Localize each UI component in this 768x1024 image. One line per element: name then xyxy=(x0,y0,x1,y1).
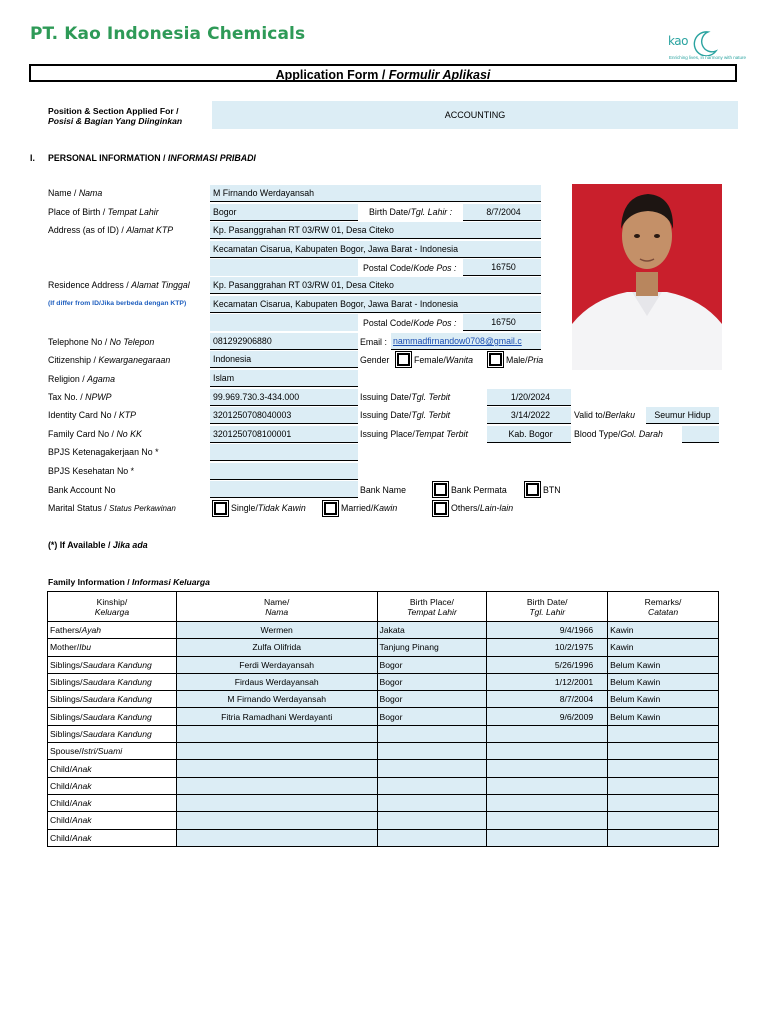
marital-married-checkbox[interactable] xyxy=(322,500,339,517)
issuing-place-field[interactable]: Kab. Bogor xyxy=(487,426,571,443)
kinship-cell: Spouse/Istri/Suami xyxy=(48,743,177,760)
issuing-place-label: Issuing Place/Tempat Terbit xyxy=(360,429,468,439)
birth-place-cell[interactable]: Bogor xyxy=(377,656,487,673)
pob-field[interactable]: Bogor xyxy=(210,204,358,221)
email-field[interactable] xyxy=(391,333,541,350)
table-row xyxy=(48,708,719,725)
ktp-issued-field[interactable]: 3/14/2022 xyxy=(487,407,571,424)
remarks-cell[interactable] xyxy=(608,760,719,777)
logo-tagline: Enriching lives, in harmony with nature xyxy=(668,55,746,60)
bpjs-tk-label: BPJS Ketenagakerjaan No * xyxy=(48,447,159,457)
remarks-cell[interactable] xyxy=(608,794,719,811)
remarks-cell[interactable]: Belum Kawin xyxy=(608,656,719,673)
postal-field[interactable]: 16750 xyxy=(463,259,541,276)
birth-date-cell[interactable] xyxy=(487,777,608,794)
ktp-issued-label: Issuing Date/Tgl. Terbit xyxy=(360,410,451,420)
birth-place-cell[interactable] xyxy=(377,794,487,811)
birth-date-cell[interactable] xyxy=(487,812,608,829)
kinship-cell: Child/Anak xyxy=(48,829,177,846)
phone-label: Telephone No / No Telepon xyxy=(48,337,155,347)
table-row xyxy=(48,673,719,690)
header-kinship: Kinship/ Keluarga xyxy=(48,592,177,622)
ktp-field[interactable]: 3201250708040003 xyxy=(210,407,358,424)
table-row xyxy=(48,622,719,639)
form-title: Application Form / Formulir Aplikasi xyxy=(29,64,737,82)
tax-label: Tax No. / NPWP xyxy=(48,392,112,402)
birth-date-cell[interactable] xyxy=(487,794,608,811)
birth-date-cell[interactable]: 1/12/2001 xyxy=(487,673,608,690)
name-cell[interactable]: M Firnando Werdayansah xyxy=(176,691,377,708)
valid-field[interactable]: Seumur Hidup xyxy=(646,407,719,424)
kinship-cell: Siblings/Saudara Kandung xyxy=(48,673,177,690)
kao-logo xyxy=(660,26,746,64)
citizenship-label: Citizenship / Kewarganegaraan xyxy=(48,355,171,365)
address-label: Address (as of ID) / Alamat KTP xyxy=(48,225,174,235)
birth-place-cell[interactable] xyxy=(377,725,487,742)
residence-label: Residence Address / Alamat Tinggal xyxy=(48,280,190,290)
kk-label: Family Card No / No KK xyxy=(48,429,142,439)
birth-place-cell[interactable] xyxy=(377,760,487,777)
birth-place-cell[interactable]: Tanjung Pinang xyxy=(377,639,487,656)
religion-field[interactable]: Islam xyxy=(210,370,358,387)
birth-date-cell[interactable]: 9/6/2009 xyxy=(487,708,608,725)
family-table xyxy=(47,591,719,847)
kinship-cell: Child/Anak xyxy=(48,812,177,829)
table-row xyxy=(48,794,719,811)
blood-label: Blood Type/Gol. Darah xyxy=(574,429,663,439)
bank-account-field[interactable] xyxy=(210,481,358,498)
position-label: Position & Section Applied For / Posisi & Bagian Yang Diinginkan xyxy=(48,106,183,126)
family-header-row xyxy=(48,592,719,622)
pob-label: Place of Birth / Tempat Lahir xyxy=(48,207,159,217)
remarks-cell[interactable] xyxy=(608,743,719,760)
birth-place-cell[interactable] xyxy=(377,829,487,846)
name-cell[interactable]: Firdaus Werdayansah xyxy=(176,673,377,690)
bpjs-kes-field[interactable] xyxy=(210,463,358,480)
name-cell[interactable]: Ferdi Werdayansah xyxy=(176,656,377,673)
tax-issued-label: Issuing Date/Tgl. Terbit xyxy=(360,392,451,402)
marital-single-checkbox[interactable] xyxy=(212,500,229,517)
header-birth-place: Birth Place/ Tempat Lahir xyxy=(377,592,487,622)
kinship-cell: Siblings/Saudara Kandung xyxy=(48,691,177,708)
family-title: Family Information / Informasi Keluarga xyxy=(48,577,210,587)
bank-permata-checkbox[interactable] xyxy=(432,481,449,498)
address-spacer xyxy=(210,259,358,276)
name-cell[interactable]: Wermen xyxy=(176,622,377,639)
citizenship-field[interactable]: Indonesia xyxy=(210,351,358,368)
header-birth-date: Birth Date/ Tgl. Lahir xyxy=(487,592,608,622)
section-title: PERSONAL INFORMATION / INFORMASI PRIBADI xyxy=(48,153,256,163)
bpjs-tk-field[interactable] xyxy=(210,444,358,461)
remarks-cell[interactable]: Belum Kawin xyxy=(608,708,719,725)
table-row xyxy=(48,656,719,673)
table-row xyxy=(48,777,719,794)
position-value[interactable]: ACCOUNTING xyxy=(212,101,738,129)
birth-date-cell[interactable]: 5/26/1996 xyxy=(487,656,608,673)
bank-name-label: Bank Name xyxy=(360,485,406,495)
ktp-label: Identity Card No / KTP xyxy=(48,410,137,420)
remarks-cell[interactable]: Belum Kawin xyxy=(608,691,719,708)
logo-wordmark: kao xyxy=(668,34,688,48)
birth-place-cell[interactable] xyxy=(377,743,487,760)
name-cell[interactable] xyxy=(176,777,377,794)
birth-place-cell[interactable]: Bogor xyxy=(377,708,487,725)
dob-field[interactable]: 8/7/2004 xyxy=(463,204,541,221)
name-cell[interactable] xyxy=(176,743,377,760)
name-label: Name / Nama xyxy=(48,188,103,198)
marital-married-label: Married/Kawin xyxy=(341,503,398,513)
residence-postal-label: Postal Code/Kode Pos : xyxy=(363,318,457,328)
name-cell[interactable] xyxy=(176,794,377,811)
name-cell[interactable]: Fitria Ramadhani Werdayanti xyxy=(176,708,377,725)
tax-field[interactable]: 99.969.730.3-434.000 xyxy=(210,389,358,406)
address-line2-field[interactable]: Kecamatan Cisarua, Kabupaten Bogor, Jawa Barat - Indonesia xyxy=(210,241,541,258)
remarks-cell[interactable] xyxy=(608,829,719,846)
kinship-cell: Siblings/Saudara Kandung xyxy=(48,656,177,673)
remarks-cell[interactable]: Kawin xyxy=(608,622,719,639)
residence-line2-field[interactable]: Kecamatan Cisarua, Kabupaten Bogor, Jawa Barat - Indonesia xyxy=(210,296,541,313)
marital-others-label: Others/Lain-lain xyxy=(451,503,514,513)
blood-field[interactable] xyxy=(682,426,719,443)
birth-date-cell[interactable] xyxy=(487,829,608,846)
footnote: (*) If Available / Jika ada xyxy=(48,540,148,550)
section-number: I. xyxy=(30,153,35,163)
marital-single-label: Single/Tidak Kawin xyxy=(231,503,306,513)
table-row xyxy=(48,829,719,846)
remarks-cell[interactable]: Belum Kawin xyxy=(608,673,719,690)
birth-place-cell[interactable] xyxy=(377,777,487,794)
table-row xyxy=(48,639,719,656)
bank-permata-label: Bank Permata xyxy=(451,485,507,495)
religion-label: Religion / Agama xyxy=(48,374,115,384)
residence-spacer xyxy=(210,314,358,331)
birth-date-cell[interactable] xyxy=(487,743,608,760)
kk-field[interactable]: 3201250708100001 xyxy=(210,426,358,443)
name-cell[interactable] xyxy=(176,829,377,846)
name-cell[interactable] xyxy=(176,725,377,742)
phone-field[interactable]: 081292906880 xyxy=(210,333,358,350)
remarks-cell[interactable]: Kawin xyxy=(608,639,719,656)
kinship-cell: Fathers/Ayah xyxy=(48,622,177,639)
birth-date-cell[interactable]: 10/2/1975 xyxy=(487,639,608,656)
birth-date-cell[interactable] xyxy=(487,760,608,777)
birth-place-cell[interactable]: Bogor xyxy=(377,691,487,708)
name-field[interactable]: M Firnando Werdayansah xyxy=(210,185,541,202)
valid-label: Valid to/Berlaku xyxy=(574,410,635,420)
residence-note: (If differ from ID/Jika berbeda dengan KTP) xyxy=(48,300,187,307)
name-cell[interactable]: Zulfa Olifrida xyxy=(176,639,377,656)
name-cell[interactable] xyxy=(176,760,377,777)
gender-label: Gender xyxy=(360,355,390,365)
kinship-cell: Siblings/Saudara Kandung xyxy=(48,708,177,725)
company-name: PT. Kao Indonesia Chemicals xyxy=(30,24,306,44)
birth-date-cell[interactable] xyxy=(487,725,608,742)
birth-date-cell[interactable]: 9/4/1966 xyxy=(487,622,608,639)
birth-place-cell[interactable] xyxy=(377,812,487,829)
remarks-cell[interactable] xyxy=(608,812,719,829)
header-name: Name/ Nama xyxy=(176,592,377,622)
residence-postal-field[interactable]: 16750 xyxy=(463,314,541,331)
residence-line1-field[interactable]: Kp. Pasanggrahan RT 03/RW 01, Desa Citeko xyxy=(210,277,541,294)
table-row xyxy=(48,691,719,708)
dob-label: Birth Date/Tgl. Lahir : xyxy=(369,207,453,217)
tax-issued-field[interactable]: 1/20/2024 xyxy=(487,389,571,406)
marital-label: Marital Status / Status Perkawinan xyxy=(48,503,176,513)
marital-others-checkbox[interactable] xyxy=(432,500,449,517)
header-remarks: Remarks/ Catatan xyxy=(608,592,719,622)
table-row xyxy=(48,725,719,742)
kinship-cell: Mother/Ibu xyxy=(48,639,177,656)
address-line1-field[interactable]: Kp. Pasanggrahan RT 03/RW 01, Desa Citeko xyxy=(210,222,541,239)
kinship-cell: Child/Anak xyxy=(48,794,177,811)
birth-place-cell[interactable]: Bogor xyxy=(377,673,487,690)
bpjs-kes-label: BPJS Kesehatan No * xyxy=(48,466,135,476)
table-row xyxy=(48,760,719,777)
table-row xyxy=(48,812,719,829)
remarks-cell[interactable] xyxy=(608,777,719,794)
gender-female-checkbox[interactable] xyxy=(395,351,412,368)
kinship-cell: Siblings/Saudara Kandung xyxy=(48,725,177,742)
kinship-cell: Child/Anak xyxy=(48,777,177,794)
bank-account-label: Bank Account No xyxy=(48,485,116,495)
kinship-cell: Child/Anak xyxy=(48,760,177,777)
email-label: Email : xyxy=(360,337,387,347)
name-cell[interactable] xyxy=(176,812,377,829)
applicant-photo xyxy=(572,184,722,370)
gender-male-checkbox[interactable] xyxy=(487,351,504,368)
email-link[interactable]: nammadfirnandow0708@gmail.c xyxy=(393,336,522,346)
postal-label: Postal Code/Kode Pos : xyxy=(363,263,457,273)
birth-place-cell[interactable]: Jakata xyxy=(377,622,487,639)
remarks-cell[interactable] xyxy=(608,725,719,742)
birth-date-cell[interactable]: 8/7/2004 xyxy=(487,691,608,708)
bank-btn-checkbox[interactable] xyxy=(524,481,541,498)
gender-female-label: Female/Wanita xyxy=(414,355,474,365)
gender-male-label: Male/Pria xyxy=(506,355,544,365)
bank-btn-label: BTN xyxy=(543,485,561,495)
table-row xyxy=(48,743,719,760)
